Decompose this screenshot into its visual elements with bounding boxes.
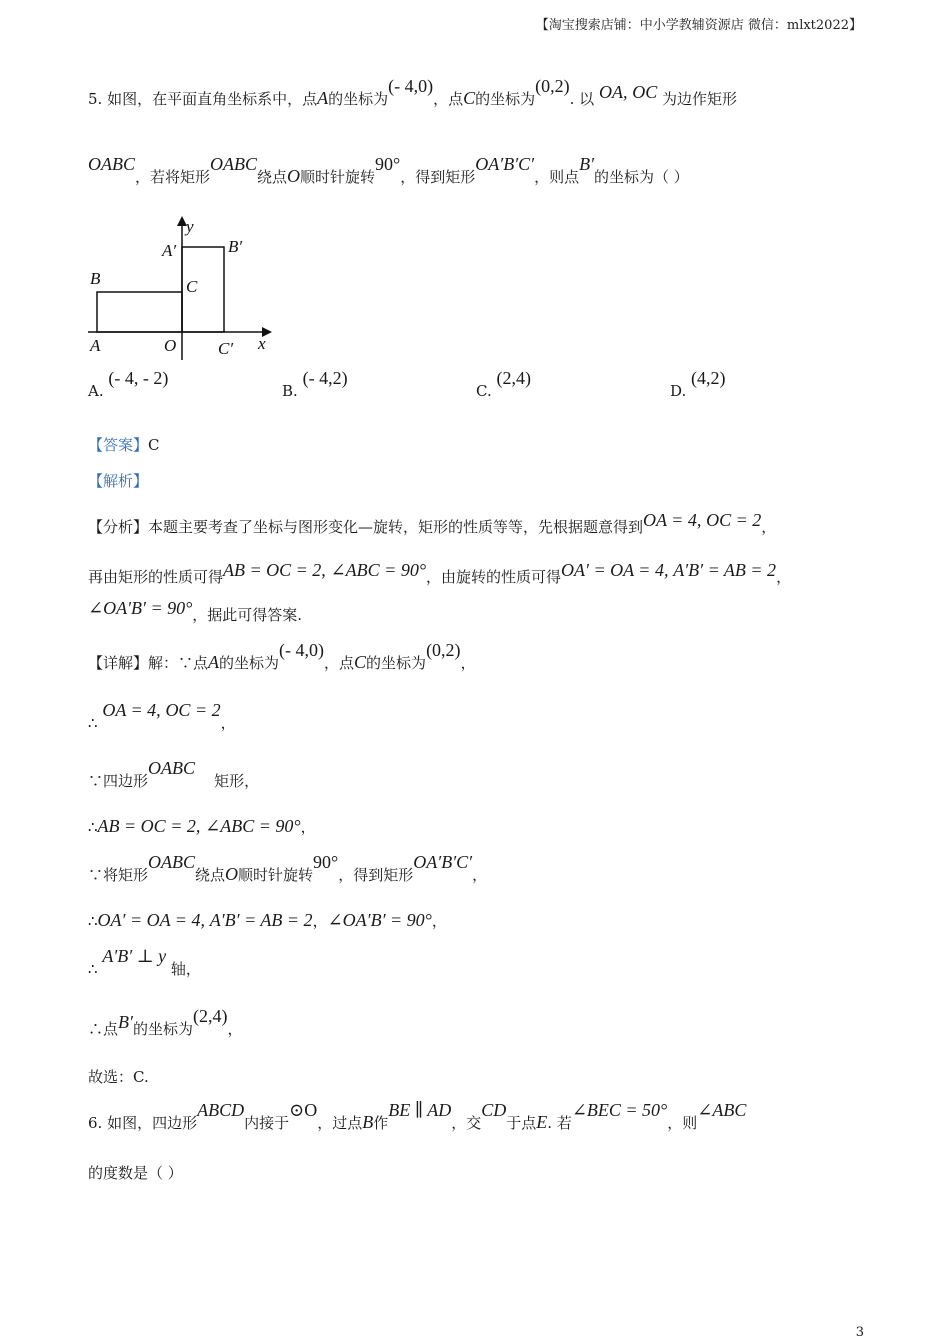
- math: OABC: [148, 852, 196, 872]
- analysis-tag: 【解析】: [88, 472, 149, 490]
- math: OA = 4,: [102, 700, 161, 720]
- text: 于点: [506, 1114, 537, 1132]
- answer-value: C: [148, 436, 160, 454]
- text: ，则点: [534, 168, 580, 186]
- text: ，: [300, 818, 316, 836]
- math: OA′ = OA = 4,: [97, 910, 205, 930]
- math: OA = 4,: [643, 510, 702, 530]
- math: ∠ABC: [697, 1100, 747, 1120]
- math: 90°: [313, 852, 339, 872]
- text: 的坐标为: [132, 1020, 193, 1038]
- text: ，点: [433, 90, 464, 108]
- text: ∴点: [88, 1020, 119, 1038]
- text: 为边作矩形: [662, 90, 738, 108]
- page-header: 【淘宝搜索店铺：中小学教辅资源店 微信：mlxt2022】: [535, 18, 862, 33]
- math: C: [463, 88, 476, 108]
- text: ，交: [451, 1114, 482, 1132]
- label-x: x: [258, 334, 266, 353]
- text: 绕点: [257, 168, 288, 186]
- option-value: (- 4,2): [302, 368, 348, 388]
- page-number: 3: [855, 1325, 864, 1340]
- text: 的坐标为: [366, 654, 427, 672]
- math: OABC: [88, 154, 135, 174]
- text: ，得到矩形: [338, 866, 414, 884]
- math: ∠BEC = 50°: [571, 1100, 668, 1120]
- detail-line1: [88, 640, 476, 673]
- text: 的坐标为: [328, 90, 389, 108]
- math: O: [287, 166, 301, 186]
- math: CD: [481, 1100, 507, 1120]
- text: 的坐标为: [219, 654, 280, 672]
- math: O: [225, 864, 239, 884]
- text: 5. 如图，在平面直角坐标系中，点: [88, 90, 318, 108]
- detail-line7: [88, 946, 201, 979]
- text: 内接于: [244, 1114, 290, 1132]
- text: 的坐标为: [475, 90, 536, 108]
- detail-line5: [88, 852, 488, 885]
- option-c[interactable]: [476, 368, 531, 401]
- math: OC = 2: [706, 510, 762, 530]
- q6-stem-line2: 的度数是（ ）: [88, 1164, 183, 1182]
- math: A: [208, 652, 220, 672]
- option-value: (- 4, - 2): [108, 368, 169, 388]
- text: ∴: [88, 960, 98, 978]
- math: BE ∥ AD: [388, 1100, 452, 1120]
- text: . 以: [569, 90, 595, 108]
- text: ∴: [88, 714, 98, 732]
- coordinate-figure: [84, 212, 284, 362]
- math: ∠OA′B′ = 90°: [327, 910, 432, 930]
- fenxi-line2: [88, 560, 792, 587]
- detail-line4: [88, 816, 316, 837]
- math: B: [362, 1112, 374, 1132]
- label-a: A: [90, 336, 101, 355]
- text: ，: [460, 654, 476, 672]
- text: 的坐标为（ ）: [594, 168, 689, 186]
- math: ⊙O: [289, 1100, 318, 1120]
- analysis-tag-line: [88, 470, 148, 491]
- math: (0,2): [426, 640, 461, 660]
- math: (2,4): [192, 1006, 228, 1026]
- math: OA′B′C′: [475, 154, 535, 174]
- text: ，: [227, 1020, 243, 1038]
- math: A′B′ ⊥ y: [102, 946, 167, 966]
- option-value: (4,2): [691, 368, 726, 388]
- option-letter: B.: [282, 382, 298, 400]
- math: (- 4,0): [279, 640, 325, 660]
- text: 【分析】本题主要考查了坐标与图形变化—旋转，矩形的性质等等，先根据题意得到: [88, 518, 644, 536]
- label-c-prime: C′: [218, 339, 234, 358]
- label-o: O: [164, 336, 177, 355]
- math: B′: [118, 1012, 133, 1032]
- fenxi-line3: [88, 598, 303, 625]
- q5-stem-line1: [88, 76, 738, 109]
- text: ，点: [324, 654, 355, 672]
- detail-line9: 故选：C.: [88, 1068, 149, 1086]
- text: ∴: [88, 912, 98, 930]
- text: . 若: [547, 1114, 572, 1132]
- label-a-prime: A′: [162, 241, 177, 260]
- text: 顺时针旋转: [238, 866, 314, 884]
- math: ∠ABC = 90°: [330, 560, 427, 580]
- math: ∠ABC = 90°: [205, 816, 301, 836]
- text: ，: [472, 866, 488, 884]
- fenxi-line1: [88, 510, 777, 537]
- rectangle-oabc: [97, 292, 182, 332]
- text: 【详解】解：∵点: [88, 654, 209, 672]
- math: ∠OA′B′ = 90°: [88, 598, 193, 618]
- option-b[interactable]: [282, 368, 348, 401]
- math: AB = OC = 2,: [97, 816, 201, 836]
- text: ∴: [88, 818, 98, 836]
- math: AB = OC = 2,: [223, 560, 326, 580]
- text: ∵将矩形: [88, 866, 149, 884]
- text: 轴，: [170, 960, 201, 978]
- math: OA′ = OA = 4,: [561, 560, 669, 580]
- q5-stem-line2: [88, 154, 689, 187]
- option-letter: C.: [476, 382, 492, 400]
- text: ，由旋转的性质可得: [426, 568, 562, 586]
- math: OABC: [148, 758, 196, 778]
- math: OC = 2: [165, 700, 221, 720]
- option-a[interactable]: [88, 368, 169, 401]
- math: OABC: [210, 154, 258, 174]
- text: 绕点: [195, 866, 226, 884]
- math: ABCD: [197, 1100, 245, 1120]
- text: ，则: [667, 1114, 698, 1132]
- text: ，得到矩形: [400, 168, 476, 186]
- text: ，若将矩形: [135, 168, 211, 186]
- option-d[interactable]: [670, 368, 726, 401]
- text: 6. 如图，四边形: [88, 1114, 198, 1132]
- text: ，: [761, 518, 777, 536]
- math: 90°: [375, 154, 401, 174]
- math: OA,: [598, 82, 628, 102]
- text: 再由矩形的性质可得: [88, 568, 224, 586]
- text: 矩形，: [214, 772, 260, 790]
- text: ，过点: [317, 1114, 363, 1132]
- option-letter: D.: [670, 382, 687, 400]
- math-coord-a: (- 4,0): [388, 76, 434, 96]
- math: B′: [579, 154, 595, 174]
- answer-line: [88, 434, 160, 455]
- q6-stem-line1: [88, 1100, 747, 1133]
- text: ，: [220, 714, 236, 732]
- label-b-prime: B′: [228, 237, 243, 256]
- detail-line6: [88, 910, 447, 931]
- math: A′B′ = AB = 2: [209, 910, 313, 930]
- math: OA′B′C′: [413, 852, 473, 872]
- math: A: [317, 88, 329, 108]
- detail-line3: [88, 758, 260, 791]
- text: 顺时针旋转: [300, 168, 376, 186]
- math: E: [536, 1112, 548, 1132]
- label-c: C: [186, 277, 198, 296]
- text: ，: [431, 912, 447, 930]
- text: ，: [776, 568, 792, 586]
- label-b: B: [90, 269, 101, 288]
- math-coord-c: (0,2): [535, 76, 570, 96]
- option-value: (2,4): [496, 368, 531, 388]
- text: ∵四边形: [88, 772, 149, 790]
- detail-line8: [88, 1006, 243, 1039]
- text: 作: [373, 1114, 389, 1132]
- text: ，据此可得答案.: [192, 606, 303, 624]
- math: A′B′ = AB = 2: [673, 560, 777, 580]
- label-y: y: [186, 217, 194, 236]
- text: ，: [312, 912, 328, 930]
- detail-line2: [88, 700, 236, 733]
- math: OC: [632, 82, 658, 102]
- answer-tag: 【答案】: [88, 436, 149, 454]
- option-letter: A.: [88, 382, 104, 400]
- math: C: [354, 652, 367, 672]
